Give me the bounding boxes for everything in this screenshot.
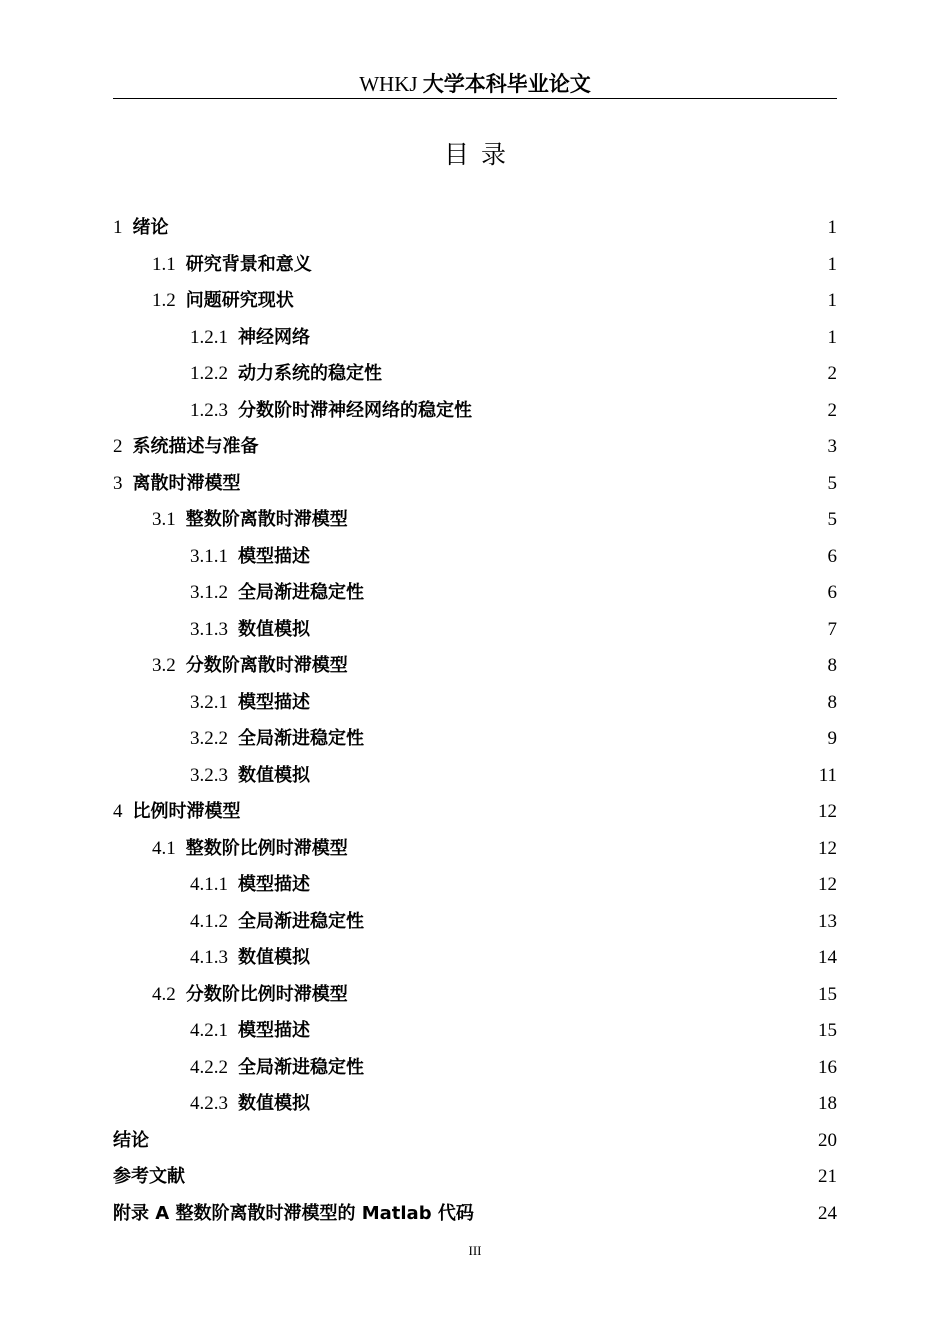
toc-entry-page: 12 (818, 801, 837, 822)
header-university-code: WHKJ (359, 72, 418, 96)
toc-entry-label: 神经网络 (238, 326, 310, 348)
toc-entry[interactable] (113, 429, 837, 466)
toc-entry-label: 数值模拟 (238, 947, 310, 968)
page-number: III (468, 1243, 482, 1258)
toc-entry-number: 1 (113, 217, 123, 238)
toc-entry-number: 4.2.3 (190, 1093, 228, 1114)
toc-entry-page: 1 (827, 326, 837, 348)
toc-entry-label: 数值模拟 (238, 618, 310, 640)
toc-entry-page: 13 (818, 910, 837, 932)
toc-entry-number: 1.2.3 (190, 399, 228, 421)
toc-entry[interactable] (113, 685, 837, 722)
toc-entry[interactable] (113, 831, 837, 868)
toc-entry-number: 4.1 (152, 837, 176, 859)
toc-entry-label: 绪论 (132, 217, 169, 238)
toc-entry-number: 3.1.2 (190, 582, 228, 603)
toc-entry-number: 3.1 (152, 509, 176, 530)
toc-entry-page: 24 (818, 1202, 837, 1224)
toc-entry-label: 数值模拟 (238, 1093, 310, 1114)
toc-entry-label: 比例时滞模型 (132, 801, 241, 822)
toc-entry-number: 2 (113, 436, 123, 457)
toc-entry-number: 3.2.1 (190, 691, 228, 713)
toc-entry[interactable] (113, 320, 837, 357)
header-rule (113, 98, 837, 99)
toc-entry[interactable] (113, 502, 837, 539)
toc-entry[interactable] (113, 794, 837, 831)
toc-entry-label: 分数阶离散时滞模型 (185, 655, 348, 676)
toc-entry-number: 4.1.2 (190, 910, 228, 932)
toc-entry-label: 附录 A 整数阶离散时滞模型的 Matlab 代码 (113, 1202, 474, 1224)
toc-entry[interactable] (113, 393, 837, 430)
toc-entry[interactable] (113, 356, 837, 393)
toc-entry-label: 全局渐进稳定性 (238, 1056, 364, 1078)
toc-entry-page: 20 (818, 1129, 837, 1151)
toc-entry-number: 3 (113, 472, 123, 494)
toc-entry[interactable] (113, 721, 837, 758)
toc-entry[interactable] (113, 1196, 837, 1233)
toc-entry[interactable] (113, 247, 837, 284)
toc-entry[interactable] (113, 612, 837, 649)
toc-entry-label: 模型描述 (238, 691, 310, 713)
toc-entry[interactable] (113, 648, 837, 685)
table-of-contents (113, 210, 837, 1232)
toc-entry[interactable] (113, 1123, 837, 1160)
toc-entry-page: 7 (827, 618, 837, 640)
toc-entry-page: 8 (827, 655, 837, 676)
toc-entry[interactable] (113, 1013, 837, 1050)
toc-entry-page: 12 (818, 837, 837, 859)
toc-entry-number: 3.2.2 (190, 728, 228, 749)
toc-entry-number: 4.1.3 (190, 947, 228, 968)
toc-entry[interactable] (113, 1050, 837, 1087)
toc-entry-page: 5 (827, 472, 837, 494)
toc-entry-page: 6 (827, 582, 837, 603)
toc-entry-label: 离散时滞模型 (132, 472, 241, 494)
toc-entry-page: 21 (818, 1166, 837, 1187)
toc-entry-page: 5 (827, 509, 837, 530)
toc-entry-page: 6 (827, 545, 837, 567)
toc-entry[interactable] (113, 904, 837, 941)
toc-entry-page: 2 (827, 399, 837, 421)
toc-entry-page: 9 (827, 728, 837, 749)
toc-entry-number: 4.2.2 (190, 1056, 228, 1078)
toc-entry-number: 4.1.1 (190, 874, 228, 895)
toc-entry[interactable] (113, 539, 837, 576)
toc-entry-number: 4 (113, 801, 123, 822)
toc-entry[interactable] (113, 867, 837, 904)
toc-entry-page: 15 (818, 983, 837, 1005)
header-thesis-type: 大学本科毕业论文 (422, 72, 591, 96)
toc-entry-number: 1.1 (152, 253, 176, 275)
toc-entry-page: 2 (827, 363, 837, 384)
toc-entry[interactable] (113, 758, 837, 795)
toc-entry-page: 1 (827, 217, 837, 238)
toc-entry-label: 系统描述与准备 (132, 436, 259, 457)
toc-entry-label: 研究背景和意义 (185, 253, 312, 275)
toc-entry[interactable] (113, 1086, 837, 1123)
toc-entry-label: 结论 (113, 1129, 149, 1151)
toc-entry-page: 18 (818, 1093, 837, 1114)
toc-entry-label: 动力系统的稳定性 (238, 363, 382, 384)
toc-entry-page: 11 (818, 764, 837, 786)
toc-entry-number: 3.2 (152, 655, 176, 676)
toc-entry-label: 模型描述 (238, 1020, 310, 1041)
page-title: 目录 (443, 140, 518, 169)
running-header (113, 70, 837, 98)
toc-entry-page: 8 (827, 691, 837, 713)
toc-entry-number: 4.2.1 (190, 1020, 228, 1041)
toc-entry-number: 3.2.3 (190, 764, 228, 786)
toc-entry-label: 全局渐进稳定性 (238, 910, 364, 932)
toc-entry-label: 全局渐进稳定性 (238, 582, 364, 603)
toc-entry-page: 1 (827, 253, 837, 275)
toc-entry-label: 整数阶离散时滞模型 (185, 509, 348, 530)
toc-entry-page: 3 (827, 436, 837, 457)
toc-entry[interactable] (113, 210, 837, 247)
toc-entry-label: 全局渐进稳定性 (238, 728, 364, 749)
toc-entry-label: 参考文献 (113, 1166, 185, 1187)
toc-entry-number: 3.1.1 (190, 545, 228, 567)
toc-entry-page: 1 (827, 290, 837, 311)
toc-entry-label: 数值模拟 (238, 764, 310, 786)
toc-entry-page: 15 (818, 1020, 837, 1041)
toc-entry-page: 12 (818, 874, 837, 895)
toc-entry[interactable] (113, 977, 837, 1014)
toc-entry[interactable] (113, 940, 837, 977)
toc-entry-page: 14 (818, 947, 837, 968)
toc-entry-label: 模型描述 (238, 545, 310, 567)
toc-entry[interactable] (113, 1159, 837, 1196)
toc-entry-label: 分数阶比例时滞模型 (185, 983, 348, 1005)
toc-entry-number: 3.1.3 (190, 618, 228, 640)
toc-entry-number: 1.2.2 (190, 363, 228, 384)
toc-entry-number: 4.2 (152, 983, 176, 1005)
toc-entry-number: 1.2 (152, 290, 176, 311)
toc-entry-label: 整数阶比例时滞模型 (185, 837, 348, 859)
toc-entry-label: 分数阶时滞神经网络的稳定性 (238, 399, 472, 421)
toc-entry-label: 模型描述 (238, 874, 310, 895)
toc-entry[interactable] (113, 466, 837, 503)
toc-entry[interactable] (113, 575, 837, 612)
toc-entry-number: 1.2.1 (190, 326, 228, 348)
toc-entry-label: 问题研究现状 (185, 290, 294, 311)
toc-entry[interactable] (113, 283, 837, 320)
toc-entry-page: 16 (818, 1056, 837, 1078)
